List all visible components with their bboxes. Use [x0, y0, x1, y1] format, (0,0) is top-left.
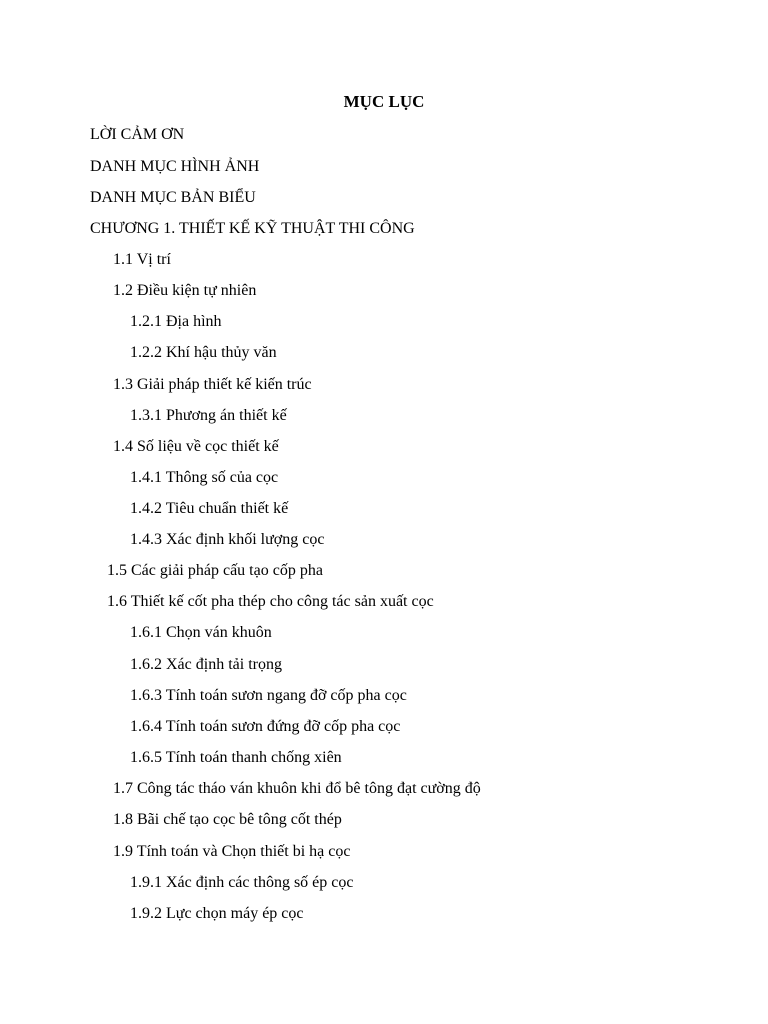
toc-title: MỤC LỤC — [343, 92, 425, 111]
toc-entry: 1.7 Công tác tháo ván khuôn khi đổ bê tông đạt cường độ — [113, 780, 481, 797]
toc-entry: 1.9.2 Lực chọn máy ép cọc — [130, 905, 304, 922]
toc-entry: 1.6 Thiết kế cốt pha thép cho công tác sản xuất cọc — [107, 593, 434, 610]
toc-entry: 1.9 Tính toán và Chọn thiết bi hạ cọc — [113, 843, 351, 860]
toc-entry: 1.4 Số liệu về cọc thiết kế — [113, 438, 279, 455]
toc-entry: 1.6.5 Tính toán thanh chống xiên — [130, 749, 342, 766]
toc-entry: 1.6.2 Xác định tải trọng — [130, 656, 282, 673]
toc-entry: 1.4.3 Xác định khối lượng cọc — [130, 531, 325, 548]
toc-entry: 1.2.2 Khí hậu thủy văn — [130, 344, 277, 361]
toc-entry: 1.5 Các giải pháp cấu tạo cốp pha — [107, 562, 323, 579]
toc-entry: 1.6.4 Tính toán sươn đứng đỡ cốp pha cọc — [130, 718, 401, 735]
toc-entry: 1.8 Bãi chế tạo cọc bê tông cốt thép — [113, 811, 342, 828]
toc-entry: 1.4.1 Thông số của cọc — [130, 469, 279, 486]
toc-entry: CHƯƠNG 1. THIẾT KẾ KỸ THUẬT THI CÔNG — [90, 220, 415, 237]
toc-entry: 1.1 Vị trí — [113, 251, 171, 268]
toc-entry: LỜI CẢM ƠN — [90, 126, 185, 143]
toc-entry: DANH MỤC HÌNH ẢNH — [90, 158, 260, 175]
toc-entry: 1.3.1 Phương án thiết kế — [130, 407, 287, 424]
toc-entry: 1.6.3 Tính toán sươn ngang đỡ cốp pha cọc — [130, 687, 407, 704]
toc-entry: 1.2 Điều kiện tự nhiên — [113, 282, 257, 299]
toc-entry: 1.9.1 Xác định các thông số ép cọc — [130, 874, 354, 891]
toc-entry: 1.2.1 Địa hình — [130, 313, 222, 330]
toc-entry: 1.6.1 Chọn ván khuôn — [130, 624, 272, 641]
toc-entry: 1.4.2 Tiêu chuẩn thiết kế — [130, 500, 289, 517]
toc-entry: 1.3 Giải pháp thiết kế kiến trúc — [113, 376, 312, 393]
toc-entry: DANH MỤC BẢN BIỂU — [90, 189, 256, 206]
